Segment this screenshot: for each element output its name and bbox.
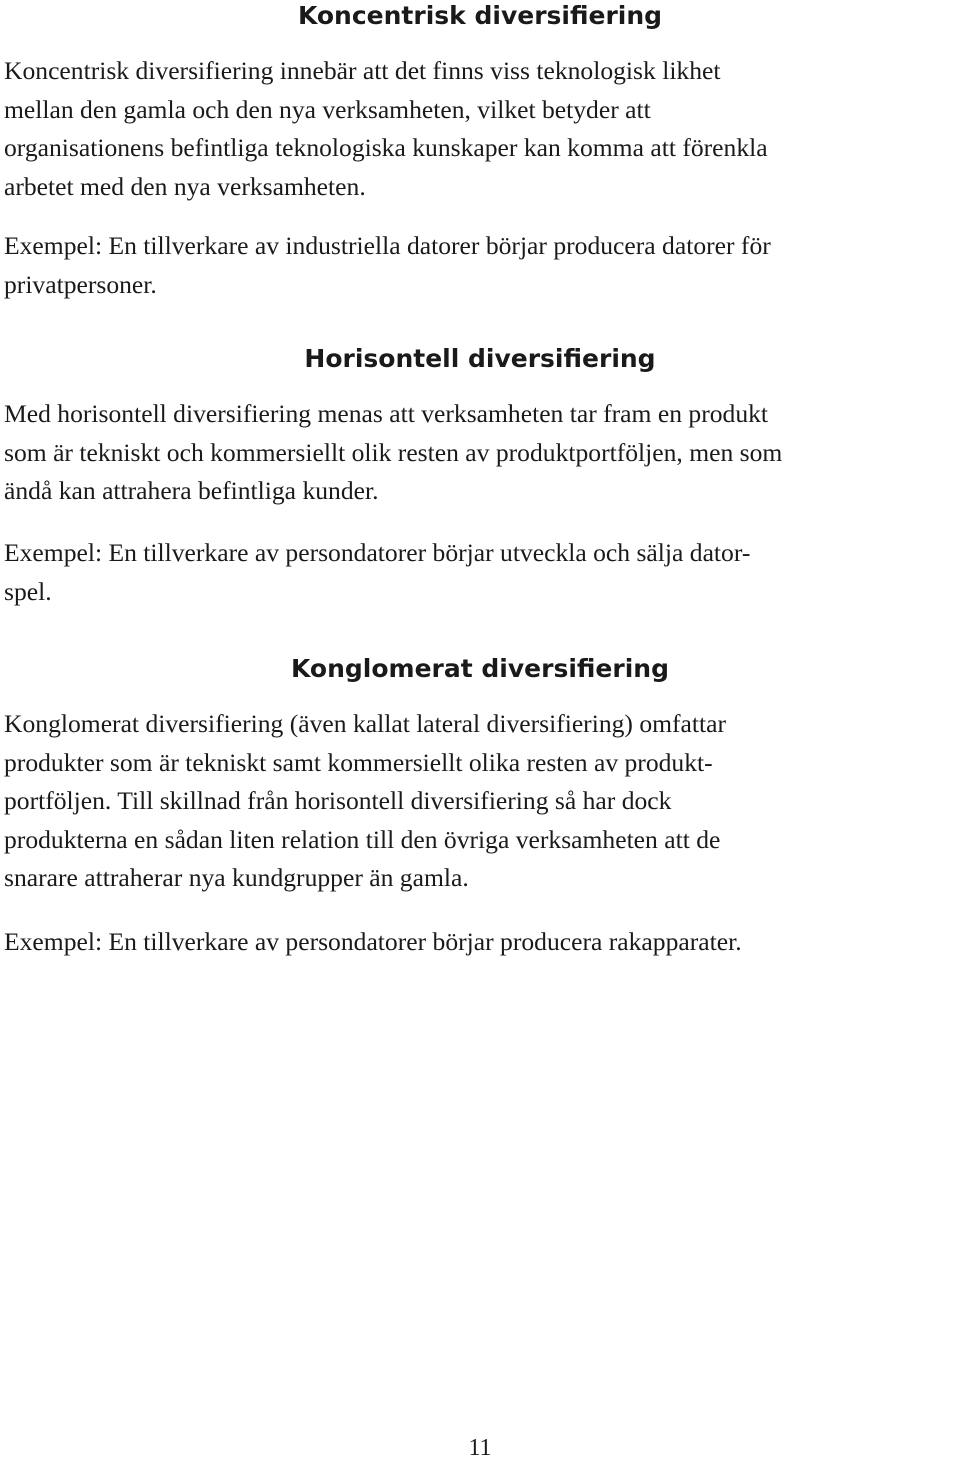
text-line: produkter som är tekniskt samt kommersiellt olika resten av produkt- xyxy=(4,747,713,777)
text-line: organisationens befintliga teknologiska kunskaper kan komma att förenkla xyxy=(4,133,768,162)
text-line: spel. xyxy=(4,576,52,606)
text-line: Med horisontell diversifiering menas att verksamheten tar fram en produkt xyxy=(4,399,769,428)
text-line: Konglomerat diversifiering (även kallat lateral diversifiering) omfattar xyxy=(4,709,727,738)
text-line: som är tekniskt och kommersiellt olik resten av produktportföljen, men som xyxy=(4,437,783,467)
text-line: Exempel: En tillverkare av persondatorer börjar utveckla och sälja dator- xyxy=(4,538,751,567)
page-number: 11 xyxy=(468,1435,492,1461)
text-line: arbetet med den nya verksamheten. xyxy=(4,171,366,201)
text-line: Exempel: En tillverkare av industriella datorer börjar producera datorer för xyxy=(4,231,771,260)
text-line: Koncentrisk diversifiering innebär att det finns viss teknologisk likhet xyxy=(4,56,721,85)
paragraph-konglomerat-definition xyxy=(4,705,960,898)
paragraph-horisontell-example xyxy=(4,534,960,611)
text-line: privatpersoner. xyxy=(4,269,157,299)
section-heading-koncentrisk: Koncentrisk diversifiering xyxy=(297,1,663,30)
paragraph-horisontell-definition xyxy=(4,395,960,511)
text-line: ändå kan attrahera befintliga kunder. xyxy=(4,476,379,505)
paragraph-konglomerat-example xyxy=(4,923,960,962)
text-line: produkterna en sådan liten relation till den övriga verksamheten att de xyxy=(4,824,721,854)
section-heading-horisontell: Horisontell diversifiering xyxy=(304,344,656,373)
text-line: Exempel: En tillverkare av persondatorer börjar producera rakapparater. xyxy=(4,927,742,956)
paragraph-koncentrisk-example xyxy=(4,227,960,304)
section-heading-konglomerat: Konglomerat diversifiering xyxy=(291,654,669,683)
text-line: portföljen. Till skillnad från horisontell diversifiering så har dock xyxy=(4,786,672,815)
text-line: snarare attraherar nya kundgrupper än gamla. xyxy=(4,863,469,892)
paragraph-koncentrisk-definition xyxy=(4,52,960,206)
text-line: mellan den gamla och den nya verksamheten, vilket betyder att xyxy=(4,94,651,124)
